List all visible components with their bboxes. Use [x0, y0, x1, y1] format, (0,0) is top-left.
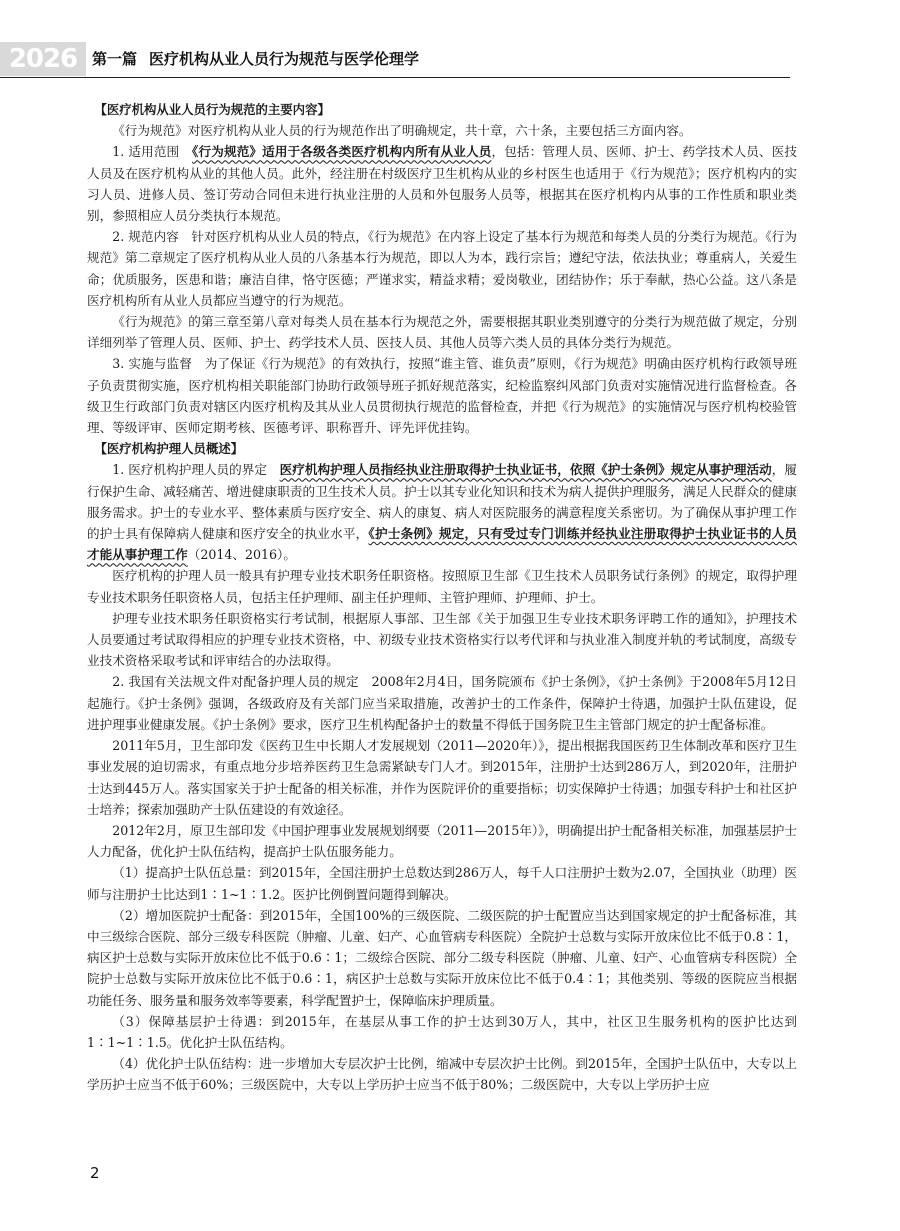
item-label: 1. 医疗机构护理人员的界定 [112, 462, 280, 478]
section-heading: 【医疗机构从业人员行为规范的主要内容】 [94, 102, 330, 117]
paragraph: 2. 规范内容 针对医疗机构从业人员的特点，《行为规范》在内容上设定了基本行为规范和每类人员的分类行为规范。《行为规范》第二章规定了医疗机构从业人员的八条基本行为规范，即以人为本，践行宗旨；遵纪守法，依法执业；尊重病人，关爱生命；优质服务，医患和谐；廉洁自律，恪守医德；严谨求实，精益求精；爱岗敬业，团结协作；乐于奉献，热心公益。这八条是医疗机构所有从业人员都应当遵守的行为规范。 [87, 229, 797, 308]
paragraph-scope [87, 141, 797, 226]
exam-year-note: （2014、2016）。 [187, 547, 296, 563]
key-point: 《行为规范》适用于各级各类医疗机构内所有从业人员 [192, 144, 492, 160]
paragraph: 《行为规范》对医疗机构从业人员的行为规范作出了明确规定，共十章，六十条，主要包括三方面内容。 [112, 123, 692, 139]
paragraph: 医疗机构的护理人员一般具有护理专业技术职务任职资格。按照原卫生部《卫生技术人员职务试行条例》的规定，取得护理专业技术职务任职资格人员，包括主任护理师、副主任护理师、主管护理师、护理师、护士。 [87, 568, 797, 605]
paragraph: 2012年2月，原卫生部印发《中国护理事业发展规划纲要（2011—2015年）》，明确提出护士配备相关标准，加强基层护士人力配备，优化护士队伍结构，提高护士队伍服务能力。 [87, 822, 797, 860]
paragraph: 2. 我国有关法规文件对配备护理人员的规定 2008年2月4日，国务院颁布《护士条例》，《护士条例》于2008年5月12日起施行。《护士条例》强调，各级政府及有关部门应当采取措施，改善护士的工作条件，保障护士待遇，加强护士队伍建设，促进护理事业健康发展。《护士条例》要求，医疗卫生机构配备护士的数量不得低于国务院卫生主管部门规定的护士配备标准。 [87, 674, 797, 732]
paragraph: 2011年5月，卫生部印发《医药卫生中长期人才发展规划（2011—2020年）》，提出根据我国医药卫生体制改革和医疗卫生事业发展的迫切需求，有重点地分步培养医药卫生急需紧缺专门人才。到2015年，注册护士达到286万人，到2020年，注册护士达到445万人。落实国家关于护士配备的相关标准，并作为医院评价的重要指标；切实保障护士待遇；加强专科护士和社区护士培养；探索加强助产士队伍建设的有效途径。 [87, 738, 797, 817]
edition-year-badge: 2026 [0, 42, 86, 76]
part-title-text: 医疗机构从业人员行为规范与医学伦理学 [149, 50, 420, 68]
part-label: 第一篇 [92, 50, 138, 68]
paragraph: 3. 实施与监督 为了保证《行为规范》的有效执行，按照“谁主管、谁负责”原则，《行为规范》明确由医疗机构行政领导班子负责贯彻实施，医疗机构相关职能部门协助行政领导班子抓好规范落实，纪检监察纠风部门负责对实施情况进行监督检查。各级卫生行政部门负责对辖区内医疗机构及其从业人员贯彻执行规范的监督检查，并把《行为规范》的实施情况与医疗机构校验管理、等级评审、医师定期考核、医德考评、职称晋升、评先评优挂钩。 [87, 356, 797, 436]
list-item: （4）优化护士队伍结构：进一步增加大专层次护士比例，缩减中专层次护士比例。到2015年，全国护士队伍中，大专以上学历护士应当不低于60%；三级医院中，大专以上学历护士应当不低于80%；二级医院中，大专以上学历护士应 [87, 1056, 797, 1093]
paragraph-definition [87, 459, 797, 565]
header-divider [0, 77, 790, 78]
page-header [0, 0, 900, 78]
paragraph: 护理专业技术职务任职资格实行考试制，根据原人事部、卫生部《关于加强卫生专业技术职务评聘工作的通知》，护理技术人员要通过考试取得相应的护理专业技术资格，中、初级专业技术资格实行以考代评和与执业准入制度并轨的考试制度，高级专业技术资格采取考试和评审结合的办法取得。 [87, 610, 797, 669]
key-point: 医疗机构护理人员指经执业注册取得护士执业证书，依照《护士条例》规定从事护理活动 [279, 462, 772, 478]
section-heading: 【医疗机构护理人员概述】 [94, 441, 244, 457]
paragraph-text: ，履行保护生命、减轻痛苦、增进健康职责的卫生技术人员。护士以其专业化知识和技术为病人提供护理服务，满足人民群众的健康服务需求。护士的专业水平、整体素质与医疗安全、病人的康复、病人对医院服务的满意程度关系密切。为了确保从事护理工作的护士具有保障病人健康和医疗安全的执业水平， [87, 462, 797, 542]
list-item: （3）保障基层护士待遇：到2015年，在基层从事工作的护士达到30万人，其中，社区卫生服务机构的医护比达到1∶1~1∶1.5。优化护士队伍结构。 [87, 1013, 797, 1050]
key-point: 《护士条例》规定，只有受过专门训练并经执业注册取得护士执业证书的人员才能从事护理工作 [87, 526, 798, 563]
paragraph-text: ，包括：管理人员、医师、护士、药学技术人员、医技人员及在医疗机构从业的其他人员。此外，经注册在村级医疗卫生机构从业的乡村医生也适用于《行为规范》；医疗机构内的实习人员、进修人员、签订劳动合同但未进行执业注册的人员和外包服务人员等，根据其在医疗机构内从事的工作性质和职业类别，参照相应人员分类执行本规范。 [87, 144, 798, 224]
list-item: （1）提高护士队伍总量：到2015年，全国注册护士总数达到286万人，每千人口注册护士数为2.07，全国执业（助理）医师与注册护士比达到1∶1~1∶1.2。医护比例倒置问题得到解决。 [87, 865, 797, 902]
page-body [87, 99, 797, 1096]
item-label: 1. 适用范围 [112, 144, 193, 160]
list-item: （2）增加医院护士配备：到2015年，全国100%的三级医院、二级医院的护士配置应当达到国家规定的护士配备标准，其中三级综合医院、部分三级专科医院（肿瘤、儿童、妇产、心血管病专科医院）全院护士总数与实际开放床位比不低于0.8∶1，病区护士总数与实际开放床位比不低于0.6∶1；二级综合医院、部分二级专科医院（肿瘤、儿童、妇产、心血管病专科医院）全院护士总数与实际开放床位比不低于0.6∶1，病区护士总数与实际开放床位比不低于0.4∶1；其他类别、等级的医院应当根据功能任务、服务量和服务效率等要素，科学配置护士，保障临床护理质量。 [87, 907, 797, 1008]
running-title [92, 48, 419, 69]
page-number: 2 [90, 1164, 100, 1182]
paragraph: 《行为规范》的第三章至第八章对每类人员在基本行为规范之外，需要根据其职业类别遵守的分类行为规范做了规定，分别详细列举了管理人员、医师、护士、药学技术人员、医技人员、其他人员等六类人员的具体分类行为规范。 [87, 314, 797, 351]
